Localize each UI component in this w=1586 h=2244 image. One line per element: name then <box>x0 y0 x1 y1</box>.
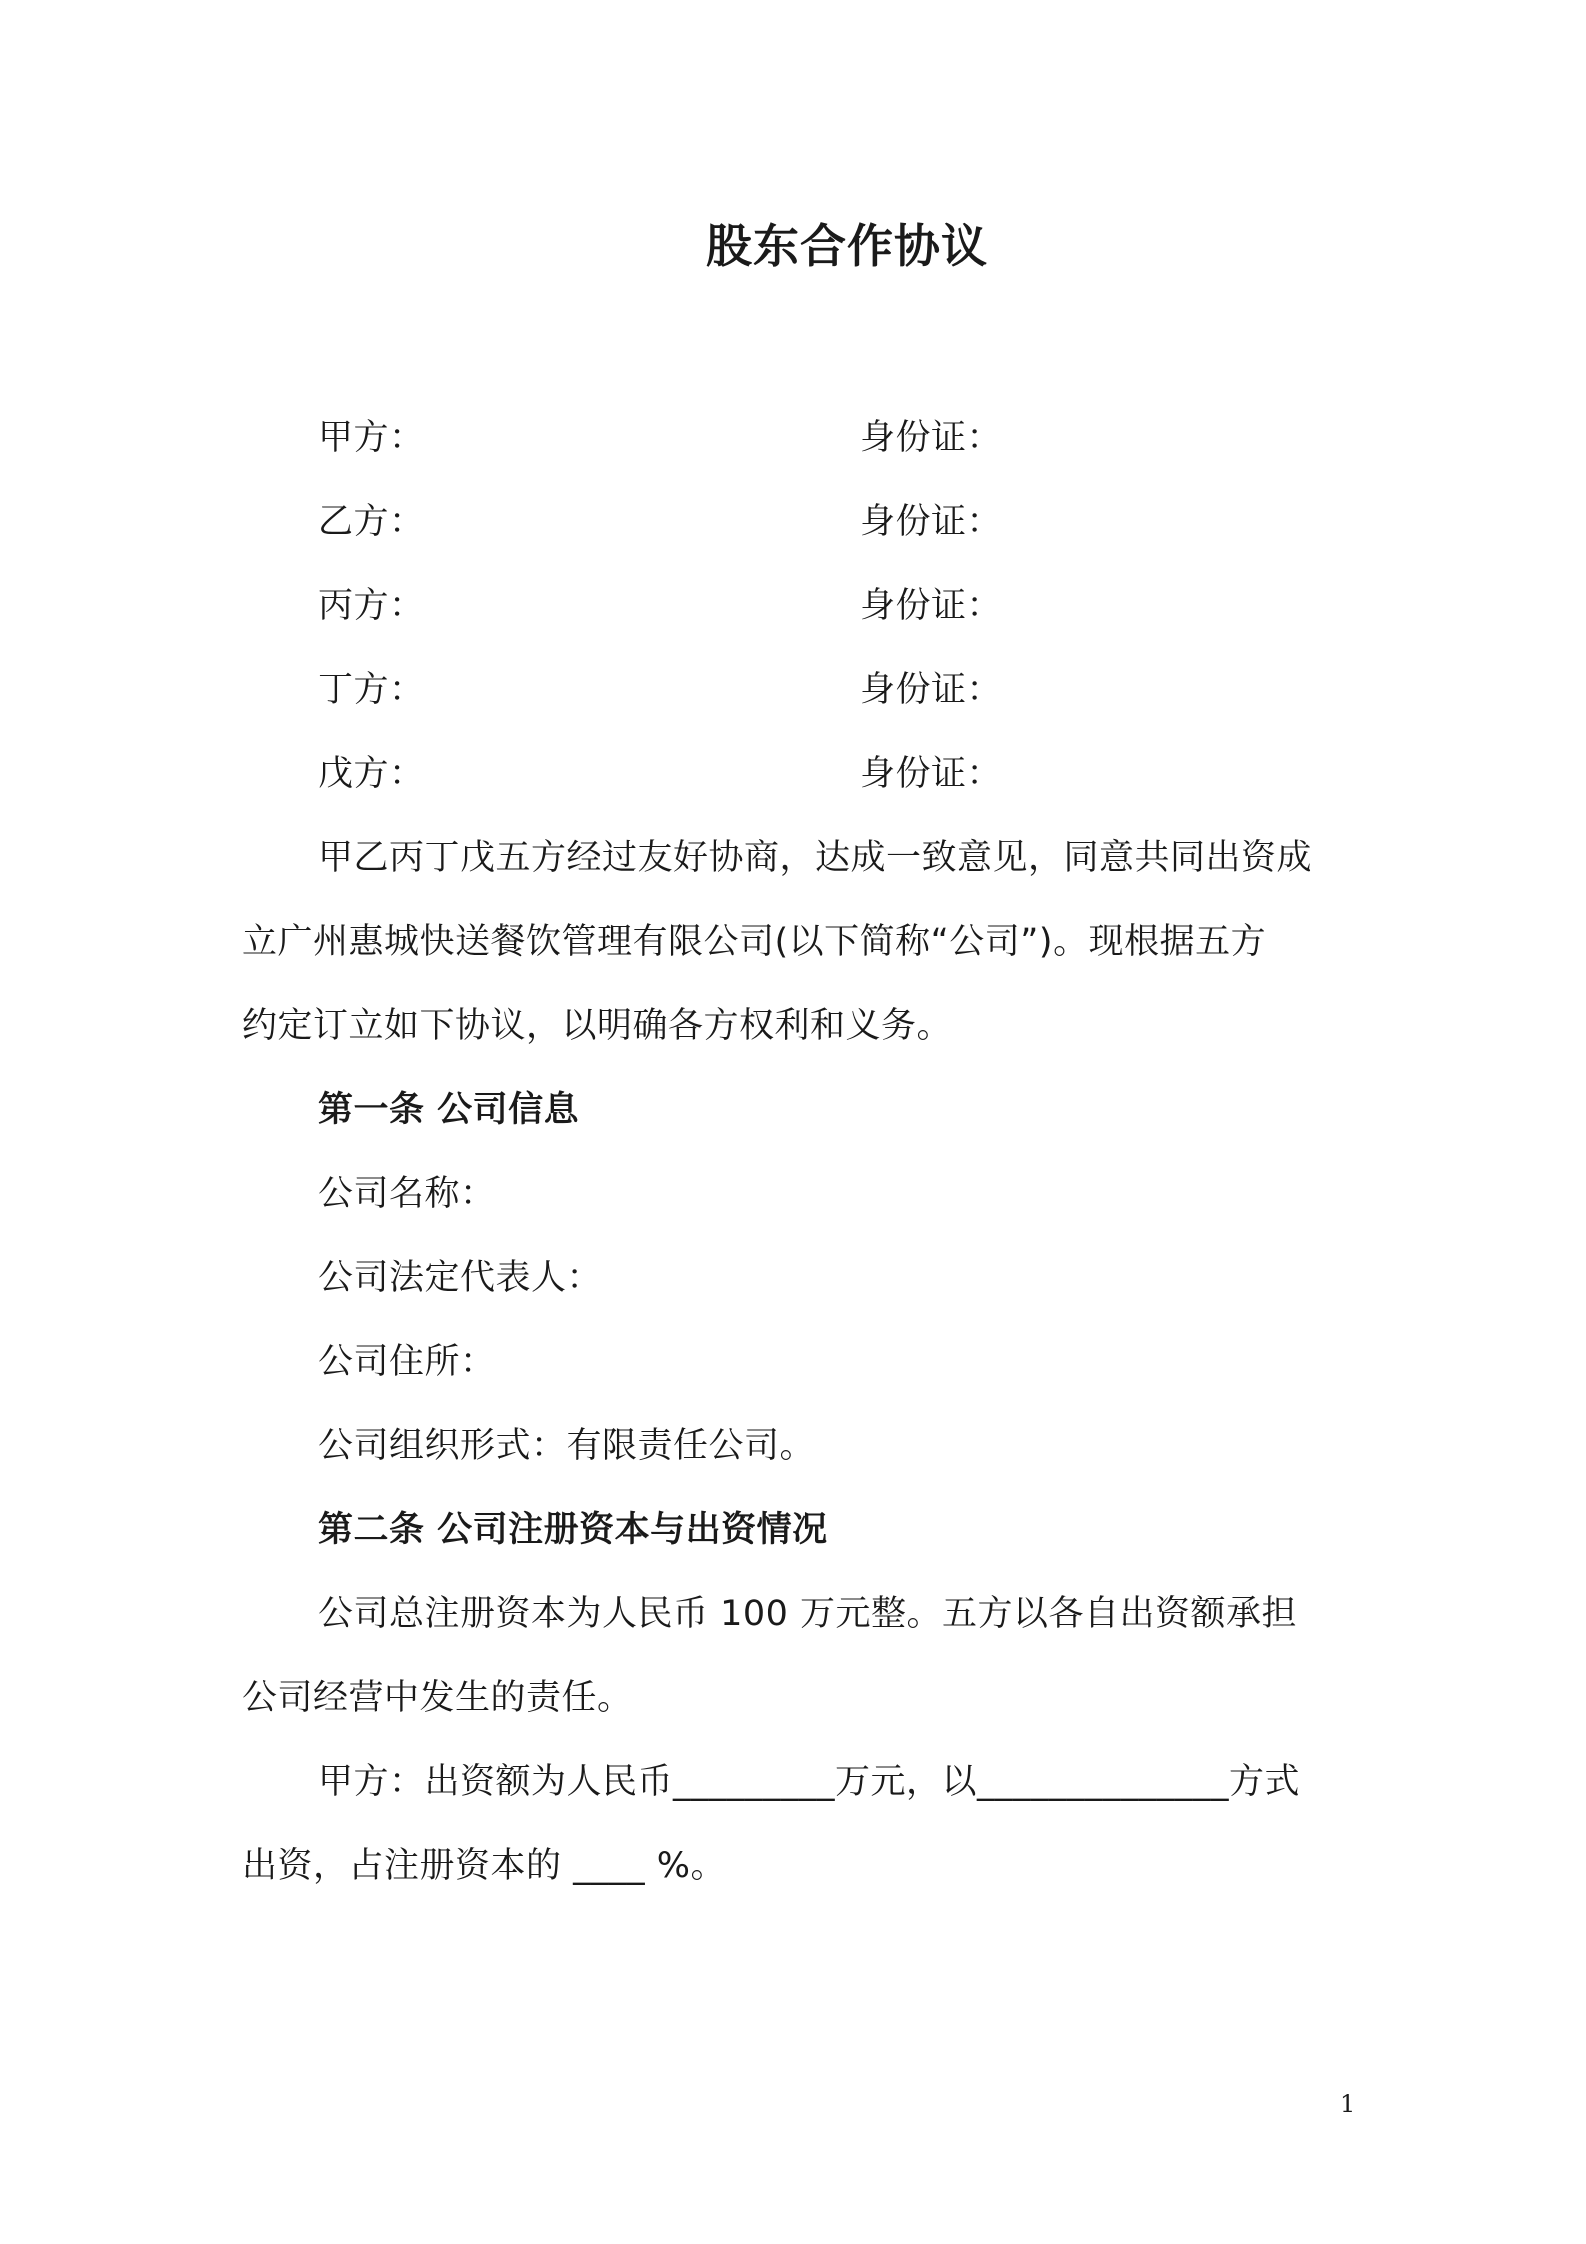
party-b-label: 乙方： <box>318 502 425 542</box>
article-2-heading: 第二条 公司注册资本与出资情况 <box>318 1510 828 1550</box>
party-b-id-label: 身份证： <box>860 502 1003 542</box>
company-address-label: 公司住所： <box>318 1342 496 1382</box>
intro-line-3: 约定订立如下协议，以明确各方权利和义务。 <box>242 1006 953 1046</box>
party-a-contribution-line-2: 出资，占注册资本的 ____ %。 <box>242 1846 727 1886</box>
capital-line-2: 公司经营中发生的责任。 <box>242 1678 633 1718</box>
capital-line-1: 公司总注册资本为人民币 100 万元整。五方以各自出资额承担 <box>318 1594 1298 1634</box>
party-a-label: 甲方： <box>318 418 425 458</box>
company-name-label: 公司名称： <box>318 1174 496 1214</box>
intro-line-2: 立广州惠城快送餐饮管理有限公司(以下简称“公司”)。现根据五方 <box>242 922 1267 962</box>
page-number: 1 <box>1340 2090 1356 2118</box>
party-c-id-label: 身份证： <box>860 586 1003 626</box>
article-1-heading: 第一条 公司信息 <box>318 1090 580 1130</box>
party-e-id-label: 身份证： <box>860 754 1003 794</box>
party-d-id-label: 身份证： <box>860 670 1003 710</box>
party-c-label: 丙方： <box>318 586 425 626</box>
intro-line-1: 甲乙丙丁戊五方经过友好协商，达成一致意见，同意共同出资成 <box>318 838 1313 878</box>
legal-rep-label: 公司法定代表人： <box>318 1258 603 1298</box>
party-a-id-label: 身份证： <box>860 418 1003 458</box>
org-form-line: 公司组织形式：有限责任公司。 <box>318 1426 816 1466</box>
document-title: 股东合作协议 <box>706 219 988 273</box>
party-a-contribution-line-1: 甲方：出资额为人民币_________万元，以______________方式 <box>318 1762 1301 1802</box>
party-d-label: 丁方： <box>318 670 425 710</box>
party-e-label: 戊方： <box>318 754 425 794</box>
